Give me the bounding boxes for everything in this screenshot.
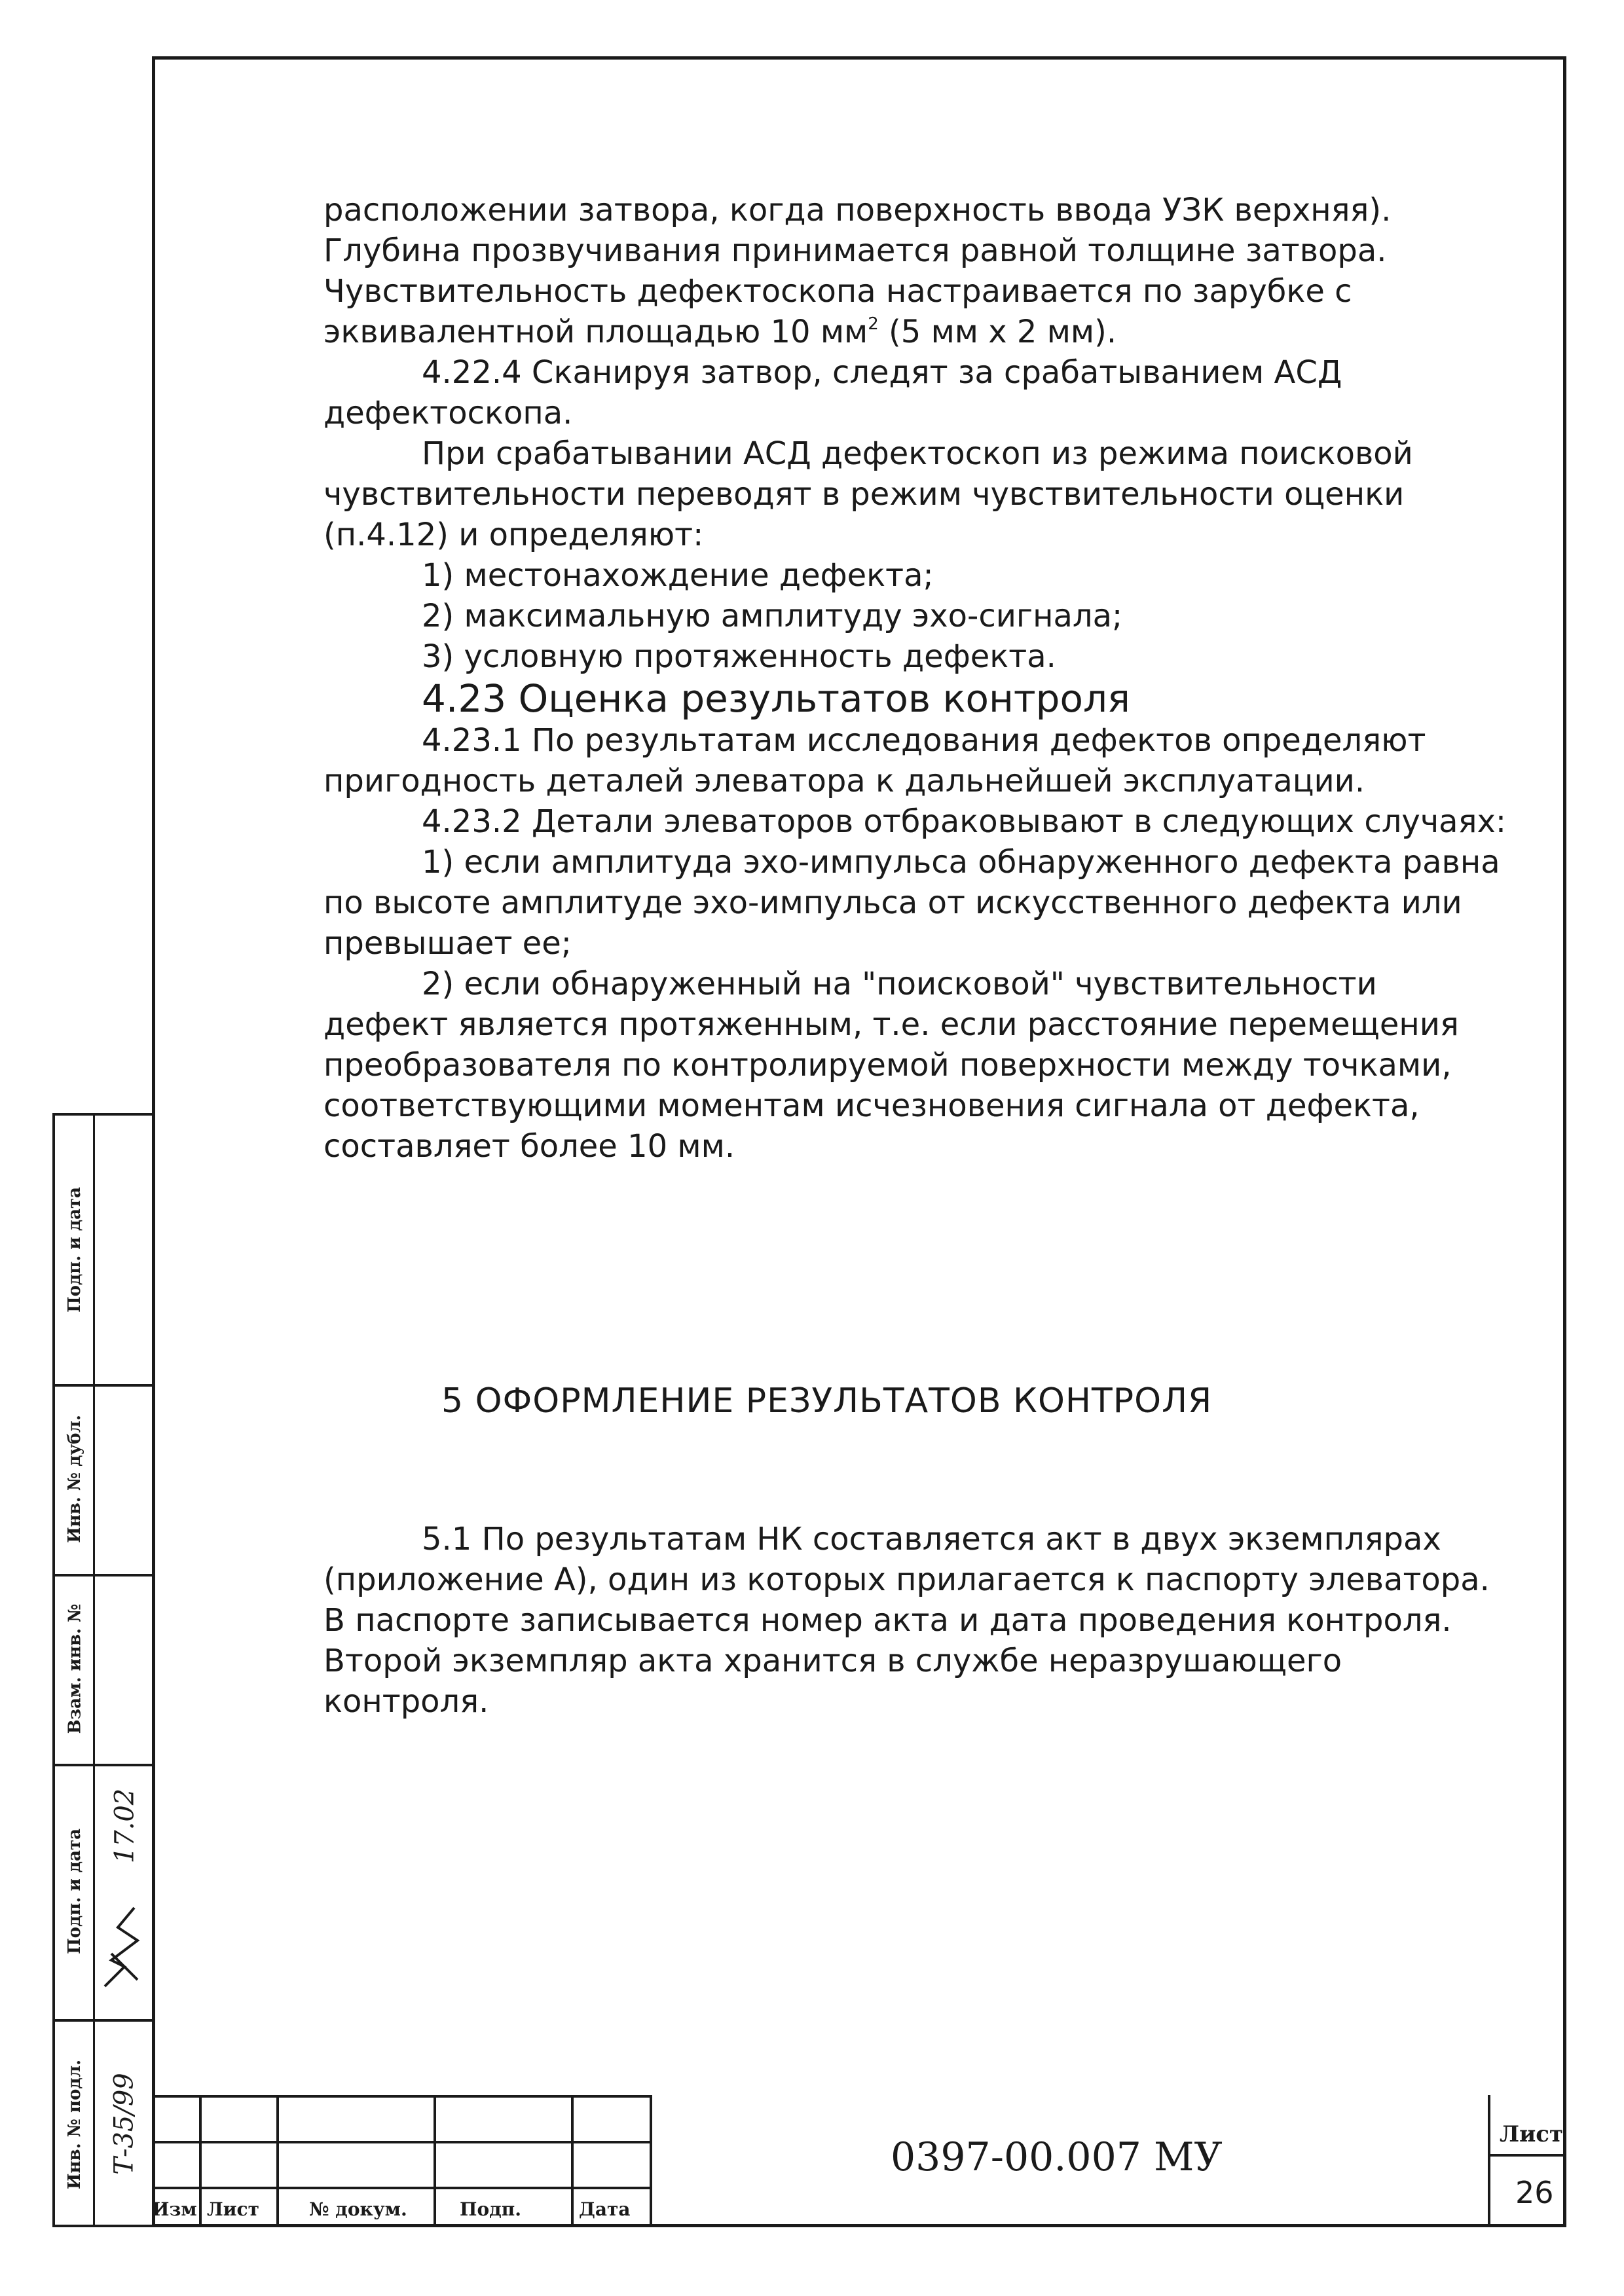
paragraph-4-23-1: 4.23.1 По результатам исследования дефектов определяют пригодность деталей элеватора к дальнейшей эксплуатации. xyxy=(323,722,1426,799)
label-inv-podl xyxy=(58,2019,92,2230)
label-podp-data xyxy=(58,1764,92,2019)
label-text: Взам. инв. № xyxy=(65,1603,85,1734)
col-list: Лист xyxy=(207,2198,259,2220)
label-text: Подп. и дата xyxy=(65,1187,85,1313)
tb-rule xyxy=(199,2095,202,2227)
section-5-heading: 5 ОФОРМЛЕНИЕ РЕЗУЛЬТАТОВ КОНТРОЛЯ xyxy=(441,1381,1213,1421)
document-code: 0397-00.007 МУ xyxy=(891,2134,1223,2180)
inv-text: Т-35/99 xyxy=(109,2073,139,2175)
label-text: Инв. № дубл. xyxy=(65,1415,84,1543)
tb-rule xyxy=(434,2095,436,2227)
paragraph-4-22-4: 4.22.4 Сканируя затвор, следят за срабатыванием АСД дефектоскопа. xyxy=(323,354,1342,431)
paragraph-4-23-2: 4.23.2 Детали элеваторов отбраковывают в следующих случаях: xyxy=(422,803,1507,840)
paragraph-intro-end: (5 мм х 2 мм). xyxy=(878,314,1117,350)
col-podp: Подп. xyxy=(460,2198,522,2220)
tb-rule xyxy=(1488,2095,1490,2227)
body-text xyxy=(323,190,1509,1167)
criterion-1: 1) если амплитуда эхо-импульса обнаруженного дефекта равна по высоте амплитуде эхо-импульса от искусственного дефекта или превышает ее; xyxy=(323,844,1500,962)
tb-rule xyxy=(1488,2154,1566,2157)
tb-rule xyxy=(152,2095,650,2098)
list-item: 3) условную протяженность дефекта. xyxy=(422,638,1056,675)
paragraph-5-1: 5.1 По результатам НК составляется акт в двух экземплярах (приложение А), один из которых прилагается к паспорту элеватора. В паспорте записывается номер акта и дата проведения контроля. Второй экземпляр акта хранится в службе неразрушающего контроля. xyxy=(323,1521,1490,1720)
tb-rule xyxy=(650,2095,652,2227)
label-inv-dubl xyxy=(58,1384,92,1574)
paragraph-intro xyxy=(323,190,1509,352)
label-text: Подп. и дата xyxy=(65,1829,85,1954)
tb-rule xyxy=(152,2141,650,2143)
list-item: 1) местонахождение дефекта; xyxy=(422,557,934,594)
superscript: 2 xyxy=(868,314,879,334)
criterion-2: 2) если обнаруженный на "поисковой" чувствительности дефект является протяженным, т.е. если расстояние перемещения преобразователя по контролируемой поверхности между точками, соответствующими моментам исчезновения сигнала от дефекта, составляет более 10 мм. xyxy=(323,966,1459,1165)
list-item: 2) максимальную амплитуду эхо-сигнала; xyxy=(422,598,1123,634)
sheet-label: Лист xyxy=(1500,2121,1564,2147)
section-5-body xyxy=(323,1519,1509,1722)
inv-podl-value xyxy=(97,2026,152,2222)
strip-divider xyxy=(93,1116,95,2225)
label-text: Инв. № подл. xyxy=(65,2059,85,2190)
paragraph-detect: При срабатывании АСД дефектоскоп из режима поисковой чувствительности переводят в режим чувствительности оценки (п.4.12) и определяют: xyxy=(323,435,1413,553)
sheet-number: 26 xyxy=(1515,2175,1554,2210)
col-izm: Изм xyxy=(152,2198,197,2220)
title-block xyxy=(152,2095,1566,2227)
tb-rule xyxy=(152,2187,650,2189)
col-dokum: № докум. xyxy=(309,2198,407,2220)
binding-strip xyxy=(52,1113,152,2227)
paragraph-intro-text: расположении затвора, когда поверхность ввода УЗК верхняя). Глубина прозвучивания принимается равной толщине затвора. Чувствительность дефектоскопа настраивается по зарубке с эквивалентной площадью 10 мм xyxy=(323,192,1392,350)
signature-icon xyxy=(98,1888,148,1999)
tb-rule xyxy=(571,2095,574,2227)
label-podp-top xyxy=(58,1116,92,1384)
heading-4-23: 4.23 Оценка результатов контроля xyxy=(422,676,1130,721)
date-text: 17.02 xyxy=(109,1788,140,1864)
signature-date xyxy=(97,1770,152,1882)
label-vzam-inv xyxy=(58,1574,92,1764)
tb-rule xyxy=(276,2095,279,2227)
col-data: Дата xyxy=(579,2198,631,2220)
